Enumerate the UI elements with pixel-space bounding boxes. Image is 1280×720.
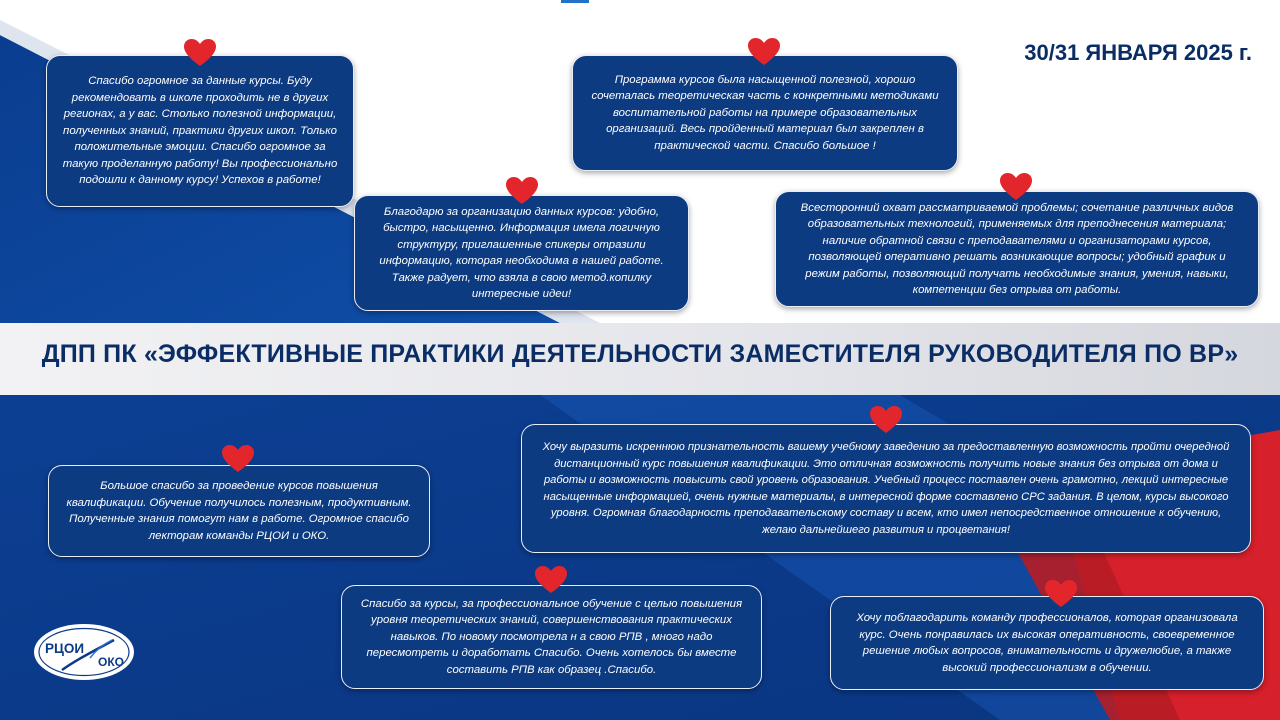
heart-icon [183,38,217,68]
review-card [572,55,958,171]
review-text: Спасибо за курсы, за профессиональное обучение с целью повышения уровня теоретических знаний, совершенствования практических навыков. По новому посмотрела н а свою РПВ , много надо пересмотреть и доработать Спасибо. Очень хотелось бы вместе составить РПВ как образец .Спасибо. [360,597,743,676]
top-accent-bar [561,0,589,3]
logo-text-right: ОКО [98,655,124,669]
review-card [46,55,354,207]
review-card [341,585,762,689]
review-card [521,424,1251,553]
heart-icon [747,37,781,67]
logo-text-left: РЦОИ [45,641,85,656]
review-card [775,191,1259,307]
review-text: Большое спасибо за проведение курсов повышения квалификации. Обучение получилось полезным, продуктивным. Полученные знания помогут нам в работе. Огромное спасибо лекторам команды РЦОИ и ОКО. [66,480,412,542]
heart-icon [869,405,903,435]
review-card [354,195,689,311]
organization-logo [32,622,136,682]
event-date: 30/31 ЯНВАРЯ 2025 г. [1024,40,1252,65]
page-title: ДПП ПК «ЭФФЕКТИВНЫЕ ПРАКТИКИ ДЕЯТЕЛЬНОСТИ ЗАМЕСТИТЕЛЯ РУКОВОДИТЕЛЯ ПО ВР» [41,340,1239,368]
review-card [48,465,430,557]
review-text: Программа курсов была насыщенной полезной, хорошо сочеталась теоретическая часть с конкретными методиками воспитательной работы на примере образовательных организаций. Весь пройденный материал был закреплен в практической части. Спасибо большое ! [591,73,939,152]
review-text: Благодарю за организацию данных курсов: удобно, быстро, насыщенно. Информация имела логичную структуру, приглашенные спикеры отразили информацию, которая необходима в нашей работе. Также радует, что взяла в свою метод.копилку интересные идеи! [379,205,664,300]
heart-icon [999,172,1033,202]
review-text: Хочу выразить искреннюю признательность вашему учебному заведению за предоставленную возможность пройти очередной дистанционный курс повышения квалификации. Это отличная возможность получить новые знания без отрыва от дома и работы и возможность повысить свой уровень образования. Учебный процесс поставлен очень грамотно, лекций интересные насыщенные информацией, очень нужные материалы, в интересной форме составлено СРС задания. В целом, курсы высокого уровня. Огромная благодарность преподавательскому составу и всем, кто имел непосредственное отношение к обучению, желаю дальнейшего развития и процветания! [542,441,1230,536]
review-card [830,596,1264,690]
review-text: Спасибо огромное за данные курсы. Буду рекомендовать в школе проходить не в других регионах, а у вас. Столько полезной информации, полученных знаний, практики других школ. Только положительные эмоции. Спасибо огромное за такую проделанную работу! Вы профессионально подошли к данному курсу! Успехов в работе! [62,75,338,187]
heart-icon [221,444,255,474]
review-text: Всесторонний охват рассматриваемой проблемы; сочетание различных видов образовательных технологий, применяемых для преподнесения материала; наличие обратной связи с преподавателями и организаторами курсов, позволяющей оперативно решать возникающие вопросы; удобный график и режим работы, позволяющий получать необходимые знания, умения, навыки, компетенции без отрыва от работы. [800,201,1234,296]
review-text: Хочу поблагодарить команду профессионалов, которая организовала курс. Очень понравилась их высокая оперативность, своевременное решение любых вопросов, внимательность и дружелюбие, а также высокий профессионализм в обучении. [856,612,1238,674]
heart-icon [505,176,539,206]
heart-icon [1044,579,1078,609]
heart-icon [534,565,568,595]
